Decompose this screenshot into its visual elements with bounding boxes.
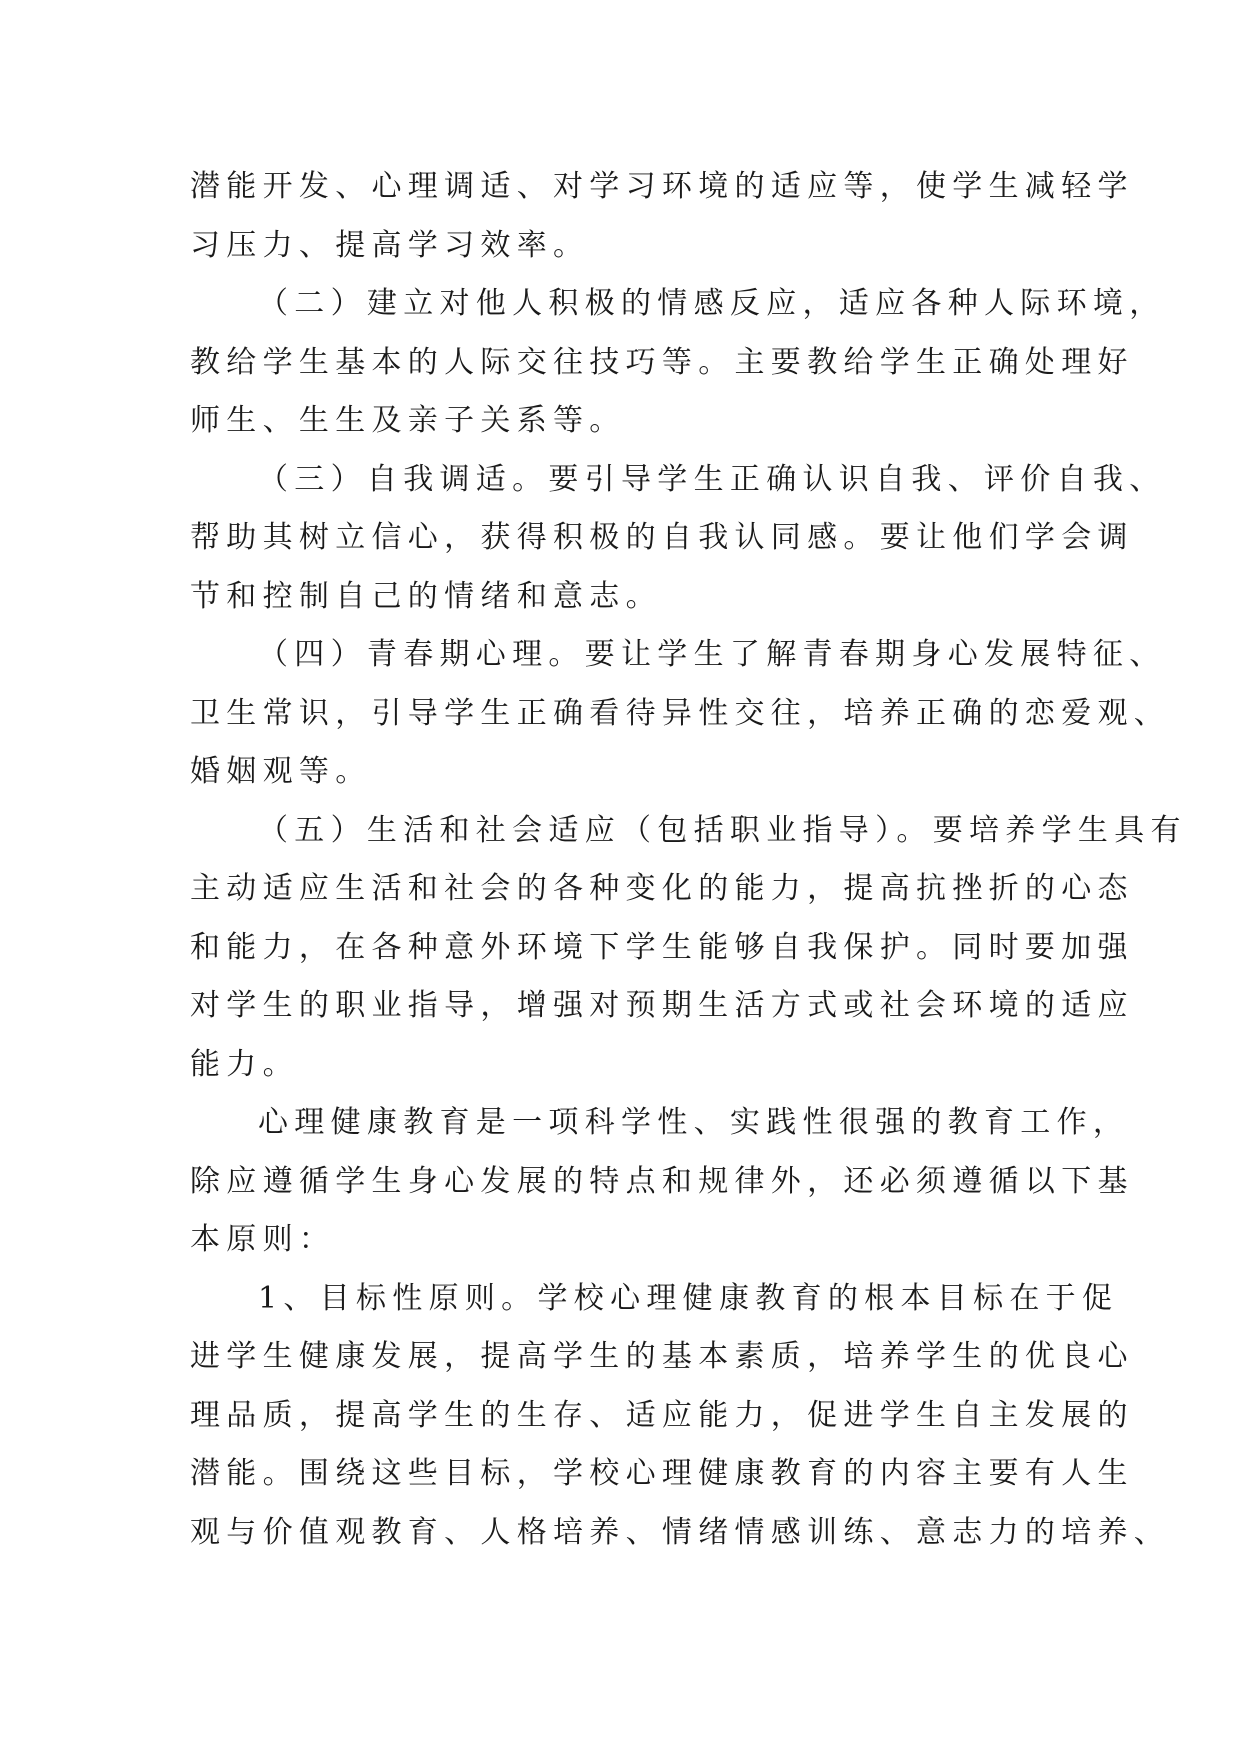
text-line: 习压力、提高学习效率。 bbox=[190, 227, 590, 263]
text-line: 潜能。围绕这些目标，学校心理健康教育的内容主要有人生 bbox=[190, 1456, 1134, 1491]
text-line: 理品质，提高学生的生存、适应能力，促进学生自主发展的 bbox=[190, 1397, 1134, 1433]
text-line: 观与价值观教育、人格培养、情绪情感训练、意志力的培养、 bbox=[190, 1514, 1171, 1550]
document-body bbox=[190, 158, 1187, 1562]
text-line: 进学生健康发展，提高学生的基本素质，培养学生的优良心 bbox=[190, 1339, 1134, 1374]
text-line: 对学生的职业指导，增强对预期生活方式或社会环境的适应 bbox=[190, 988, 1134, 1023]
text-line: （三）自我调适。要引导学生正确认识自我、评价自我、 bbox=[258, 461, 1166, 497]
text-line: 卫生常识，引导学生正确看待异性交往，培养正确的恋爱观、 bbox=[190, 695, 1171, 731]
text-line: 心理健康教育是一项科学性、实践性很强的教育工作， bbox=[258, 1105, 1130, 1140]
text-line: 本原则： bbox=[190, 1222, 336, 1257]
text-line: 除应遵循学生身心发展的特点和规律外，还必须遵循以下基 bbox=[190, 1163, 1134, 1199]
text-line: 婚姻观等。 bbox=[190, 754, 372, 789]
text-line: 师生、生生及亲子关系等。 bbox=[190, 403, 626, 438]
text-line: 教给学生基本的人际交往技巧等。主要教给学生正确处理好 bbox=[190, 344, 1134, 380]
text-line: 和能力，在各种意外环境下学生能够自我保护。同时要加强 bbox=[190, 929, 1134, 965]
text-line: 主动适应生活和社会的各种变化的能力，提高抗挫折的心态 bbox=[190, 871, 1134, 906]
text-line: 潜能开发、心理调适、对学习环境的适应等，使学生减轻学 bbox=[190, 169, 1134, 204]
text-line: （四）青春期心理。要让学生了解青春期身心发展特征、 bbox=[258, 637, 1166, 672]
text-line: 节和控制自己的情绪和意志。 bbox=[190, 578, 662, 614]
text-line: 帮助其树立信心，获得积极的自我认同感。要让他们学会调 bbox=[190, 520, 1134, 555]
text-line: （五）生活和社会适应（包括职业指导）。要培养学生具有 bbox=[258, 812, 1187, 848]
text-line: 1、目标性原则。学校心理健康教育的根本目标在于促 bbox=[258, 1280, 1119, 1316]
text-line: 能力。 bbox=[190, 1046, 299, 1082]
text-line: （二）建立对他人积极的情感反应，适应各种人际环境， bbox=[258, 286, 1166, 321]
